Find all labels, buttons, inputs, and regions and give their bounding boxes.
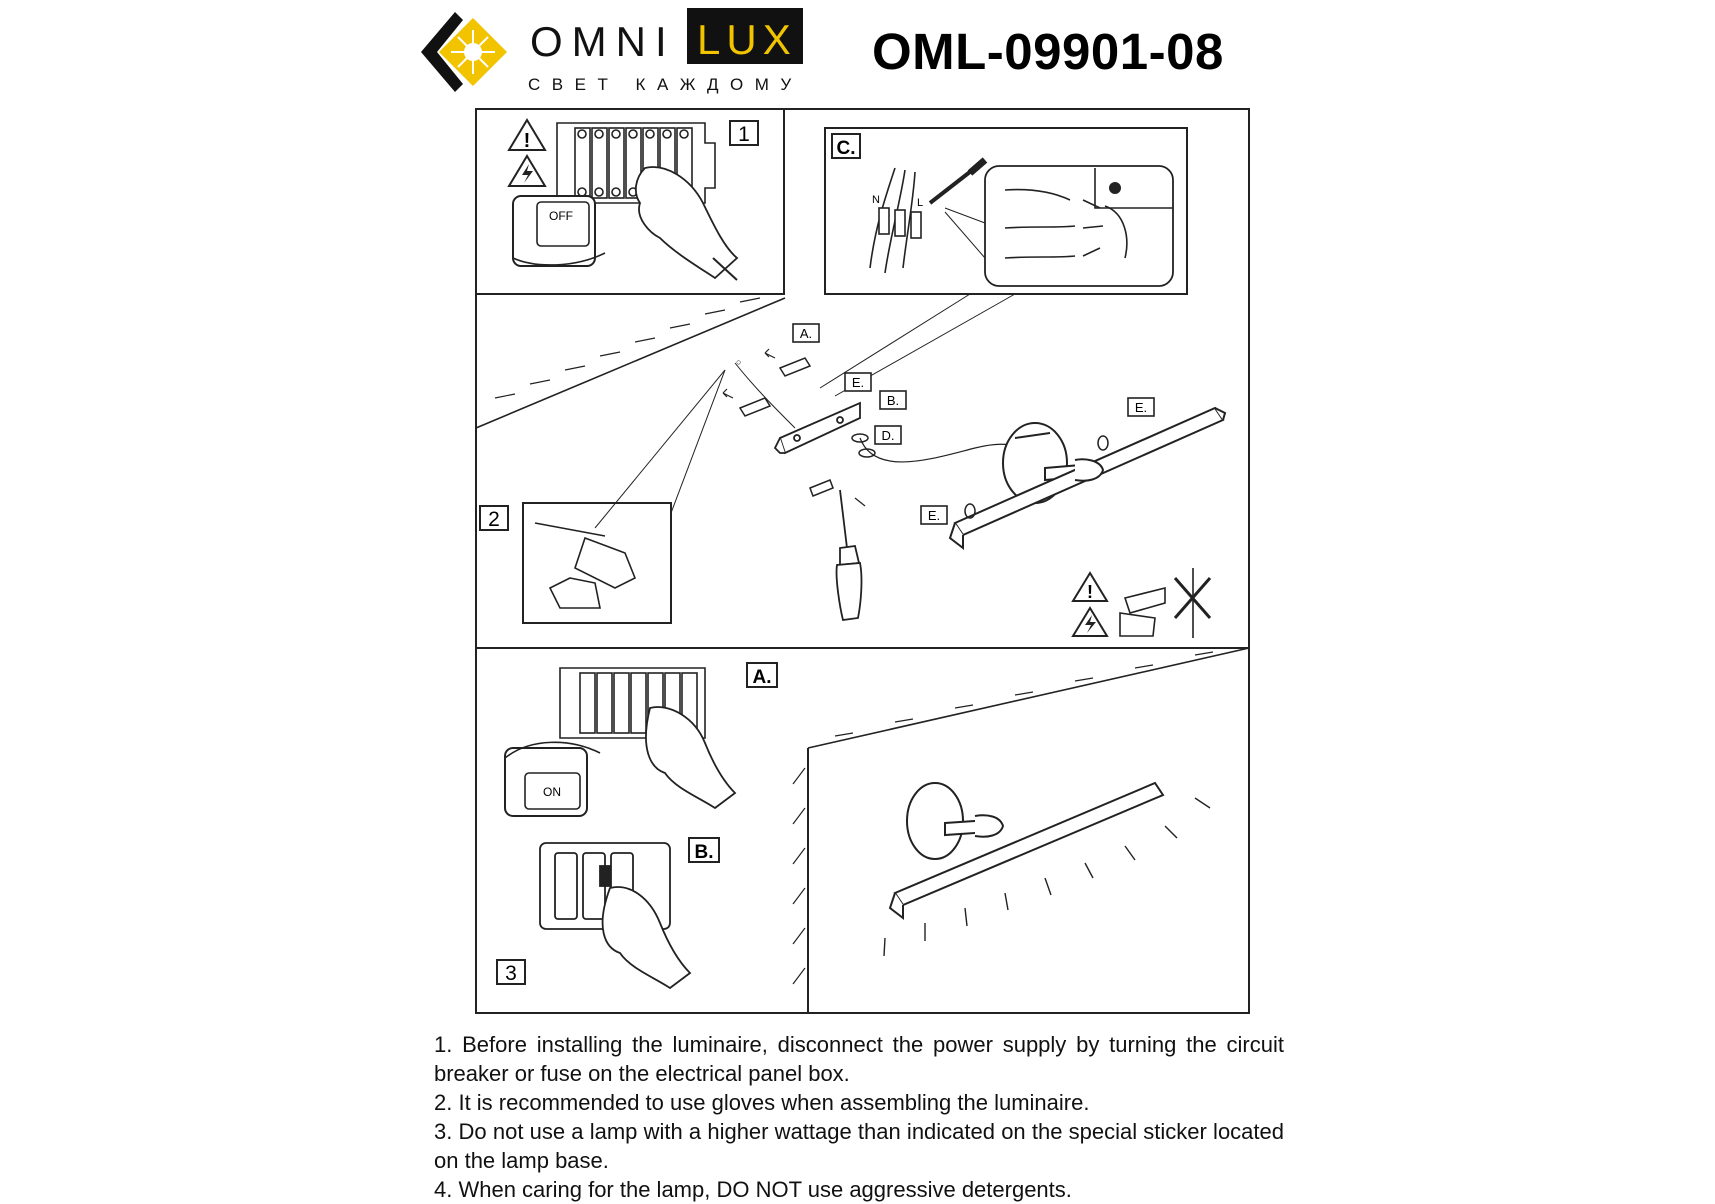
instruction-4: 4. When caring for the lamp, DO NOT use aggressive detergents. [434,1177,1072,1202]
part-label-a-mount: A. [799,326,813,341]
lamp-fixture-installed [890,783,1163,918]
instruction-1: 1. Before installing the luminaire, disconnect the power supply by turning the circuit breaker or fuse on the electrical panel box. [434,1032,1284,1086]
step3-label: 3 [505,962,517,985]
diamond-sun-logo-icon [415,8,525,96]
instruction-2: 2. It is recommended to use gloves when assembling the luminaire. [434,1090,1090,1115]
screwdriver-icon [837,490,862,620]
hand-icon [636,167,737,278]
warning-icon [509,120,545,152]
lamp-fixture [950,408,1225,548]
model-number: OML-09901-08 [872,23,1224,80]
off-label: OFF [549,209,573,223]
step3-section [497,648,1249,1013]
brand-name-omni: OMNI [530,18,676,65]
mounting-bracket [775,403,860,453]
hand-icon [646,707,735,808]
brand-slogan: СВЕТ КАЖДОМУ [528,75,803,94]
part-label-e-left: E. [927,508,941,523]
part-label-b-mount: B. [886,393,900,408]
wire-label-n: N [872,194,880,206]
part-label-e-bracket: E. [851,375,865,390]
electric-hazard-icon [509,156,545,186]
no-cleaning-spray-icon [1120,568,1210,638]
step1-label: 1 [738,123,750,146]
svg-text:!: ! [523,130,531,152]
brand-logo [415,8,815,96]
warning-icon [1073,573,1107,602]
on-switch [505,742,600,816]
svg-text:!: ! [1087,582,1093,602]
brand-name-lux-box [687,8,803,64]
step1-panel [476,109,784,294]
step2-label: 2 [488,508,500,531]
step2-section [476,298,1225,638]
instruction-3: 3. Do not use a lamp with a higher wattage than indicated on the special sticker located on the lamp base. [434,1119,1284,1173]
part-label-c: C. [836,138,856,159]
installation-diagram [475,108,1250,1014]
wire-label-l: L [917,197,924,209]
hand-icon [603,887,690,988]
part-label-d: D. [881,428,895,443]
brand-name-lux: LUX [697,16,797,63]
part-label-a-step3: A. [752,667,772,688]
wiring-panel-c [825,128,1187,294]
on-label: ON [543,785,561,799]
safety-instructions [434,1030,1284,1204]
part-label-e-right: E. [1134,400,1148,415]
electric-hazard-icon [1073,608,1107,636]
off-switch [513,196,605,266]
svg-text:○: ○ [736,357,742,367]
part-label-b-step3: B. [694,842,714,863]
